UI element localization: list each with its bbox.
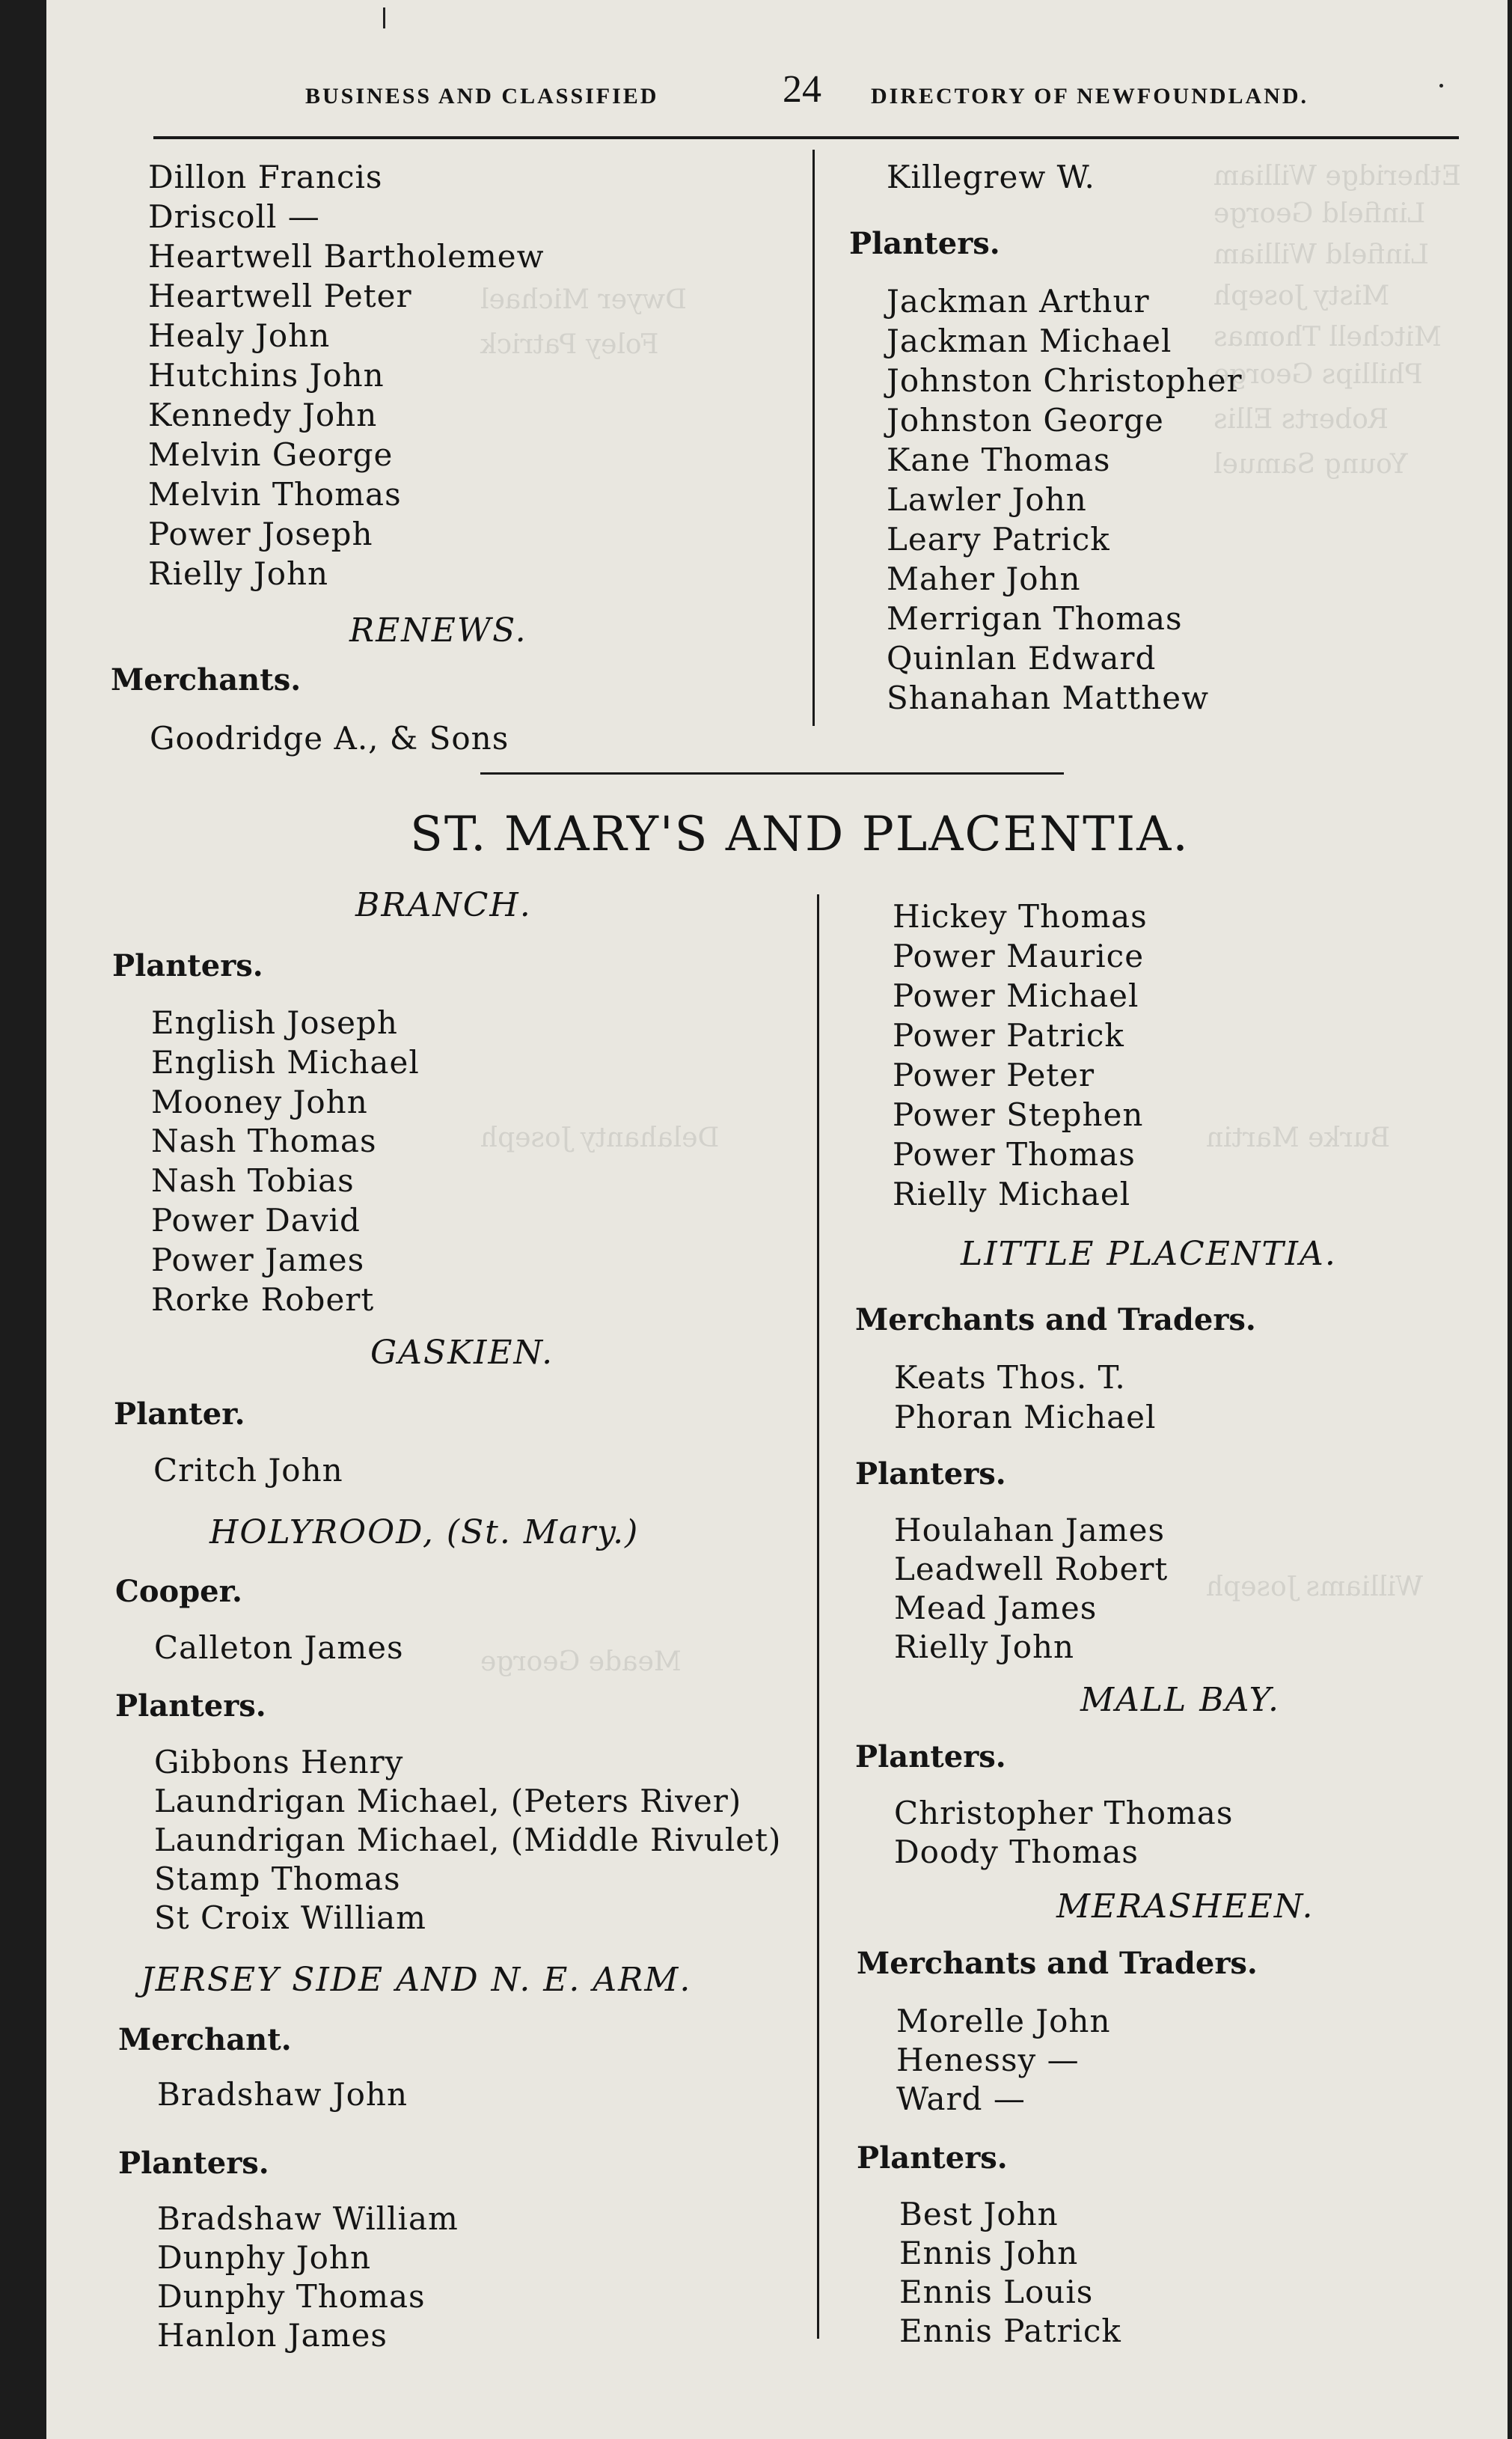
list-item: Doody Thomas [894,1834,1139,1870]
place-heading-renews: RENEWS. [349,611,527,650]
list-item: Healy John [148,317,331,354]
list-item: Lawler John [887,481,1087,518]
district-rule [480,772,1064,775]
list-item: Laundrigan Michael, (Middle Rivulet) [154,1822,782,1858]
list-item: Dunphy John [157,2239,372,2276]
top-column-divider [812,150,815,726]
list-item: Power Joseph [148,516,373,552]
place-heading-branch: BRANCH. [355,886,532,924]
list-item: Hickey Thomas [893,898,1148,935]
list-item: Johnston George [887,402,1164,439]
list-item: Heartwell Bartholemew [148,238,545,275]
list-item: Hanlon James [157,2317,388,2354]
list-item: Hutchins John [148,357,385,394]
list-item: English Joseph [151,1004,398,1041]
list-item: Shanahan Matthew [887,680,1210,716]
list-item: Keats Thos. T. [894,1359,1126,1396]
category-heading: Merchants and Traders. [855,1302,1256,1337]
place-heading-holyrood: HOLYROOD, (St. Mary.) [209,1513,640,1551]
header-rule [153,136,1459,139]
list-item: Houlahan James [894,1512,1166,1548]
list-item: Phoran Michael [894,1399,1157,1435]
header-right: DIRECTORY OF NEWFOUNDLAND. [871,84,1309,109]
list-item: Nash Tobias [151,1162,355,1199]
list-item: Ennis Patrick [899,2313,1121,2349]
list-item: Power Thomas [893,1136,1136,1173]
list-item: Stamp Thomas [154,1860,401,1897]
category-heading: Merchants. [111,662,302,697]
list-item: Gibbons Henry [154,1744,404,1780]
place-heading-merasheen: MERASHEEN. [1056,1887,1314,1926]
list-item: Rielly John [894,1628,1075,1665]
list-item: Mead James [894,1590,1098,1626]
list-item: English Michael [151,1044,420,1081]
page-mark [1439,84,1443,88]
list-item: Calleton James [154,1629,404,1666]
list-item: Jackman Arthur [887,283,1150,320]
list-item: Christopher Thomas [894,1795,1234,1831]
list-item: Power David [151,1202,361,1239]
list-item: Rorke Robert [151,1281,375,1318]
category-heading: Planters. [857,2140,1008,2176]
list-item: Ennis John [899,2235,1079,2271]
category-heading: Planters. [118,2146,269,2181]
place-heading-little-placentia: LITTLE PLACENTIA. [961,1235,1337,1273]
list-item: Quinlan Edward [887,640,1157,677]
category-heading: Cooper. [115,1574,242,1609]
list-item: Goodridge A., & Sons [150,720,509,757]
list-item: Bradshaw John [157,2076,408,2113]
list-item: Maher John [887,561,1081,597]
category-heading: Merchant. [118,2022,292,2057]
list-item: Dillon Francis [148,159,383,195]
list-item: Laundrigan Michael, (Peters River) [154,1783,742,1819]
list-item: Power Stephen [893,1096,1144,1133]
list-item: Johnston Christopher [887,362,1243,399]
list-item: Henessy — [896,2042,1080,2078]
category-heading: Planters. [849,226,1000,261]
category-heading: Planters. [115,1688,266,1724]
category-heading: Planters. [855,1456,1006,1492]
list-item: Morelle John [896,2003,1111,2039]
list-item: Ennis Louis [899,2274,1094,2310]
list-item: Dunphy Thomas [157,2278,426,2315]
list-item: Critch John [153,1452,343,1489]
place-heading-gaskien: GASKIEN. [370,1334,554,1372]
lower-column-divider [817,894,819,2339]
list-item: Melvin George [148,436,394,473]
list-item: Rielly John [148,555,329,592]
list-item: Power Patrick [893,1017,1124,1054]
category-heading: Planter. [114,1396,245,1432]
directory-page: Etheridge William Linfield George Linfield William Misty Joseph Mitchell Thomas Phillips George Roberts Ellis Young Samuel Dwyer Michael Foley Patrick Delahanty Joseph Meade George Burke Martin Williams Joseph BUSINESS AND CLASSIFIED 24 DIRECTORY OF NEWFOUNDLAND. Dillon Francis Driscoll — Heartwell Bartholemew Heartwell Peter Healy John Hutchins John Kennedy John Melvin George Melvin Thomas Power Joseph Rielly John RENEWS. Merchants. Goodridge A., & Sons Killegrew W. Planters. Jackman Arthur Jackman Michael Johnston Christopher Johnston George Kane Thomas Lawler John Leary Patrick Maher John Merrigan Thomas Quinlan Edward Shanahan Matthew ST. MARY'S AND PLACENTIA. BRANCH. Planters. English Joseph English Michael Mooney John Nash Thomas Nash Tobias Power David Power James Rorke Robert GASKIEN. Planter. Critch John HOLYROOD, (St. Mary.) Cooper. Calleton James Planters. Gibbons Henry Laundrigan Michael, (Peters River) Laundrigan Michael, (Middle Rivulet) Stamp Thomas St Croix William JERSEY SIDE AND N. E. ARM. Merchant. Bradshaw John Planters. Bradshaw William Dunphy John Dunphy Thomas Hanlon James Hickey Thomas Power Maurice Power Michael Power Patrick Power Peter Power Stephen Power Thomas Rielly Michael LITTLE PLACENTIA. Merchants and Traders. Keats Thos. T. Phoran Michael Planters. Houlahan James Leadwell Robert Mead James Rielly John MALL BAY. Planters. Christopher Thomas Doody Thomas MERASHEEN. Merchants and Traders. Morelle John Henessy — Ward — Planters. Best John Ennis John Ennis Louis Ennis Patrick [46,0,1508,2439]
list-item: Merrigan Thomas [887,600,1183,637]
list-item: Mooney John [151,1084,368,1120]
district-title: ST. MARY'S AND PLACENTIA. [410,807,1190,862]
list-item: Heartwell Peter [148,278,412,314]
list-item: Melvin Thomas [148,476,402,513]
category-heading: Merchants and Traders. [857,1946,1258,1981]
list-item: Power Peter [893,1057,1095,1093]
category-heading: Planters. [855,1739,1006,1774]
list-item: Leary Patrick [887,521,1110,558]
list-item: Driscoll — [148,198,320,235]
list-item: Kennedy John [148,397,378,433]
list-item: Leadwell Robert [894,1551,1169,1587]
page-mark [383,7,385,28]
list-item: Jackman Michael [887,323,1172,359]
list-item: Power James [151,1242,365,1278]
list-item: St Croix William [154,1899,426,1936]
list-item: Rielly Michael [893,1176,1131,1212]
category-heading: Planters. [112,948,263,983]
list-item: Power Maurice [893,938,1145,974]
list-item: Bradshaw William [157,2200,459,2237]
list-item: Power Michael [893,977,1139,1014]
list-item: Killegrew W. [887,159,1095,195]
list-item: Best John [899,2196,1059,2232]
header-left: BUSINESS AND CLASSIFIED [305,84,659,109]
list-item: Nash Thomas [151,1123,377,1159]
place-heading-mall-bay: MALL BAY. [1080,1681,1280,1719]
list-item: Kane Thomas [887,442,1111,478]
page-number: 24 [783,68,821,111]
list-item: Ward — [896,2081,1026,2117]
place-heading-jersey-side: JERSEY SIDE AND N. E. ARM. [141,1961,692,1999]
